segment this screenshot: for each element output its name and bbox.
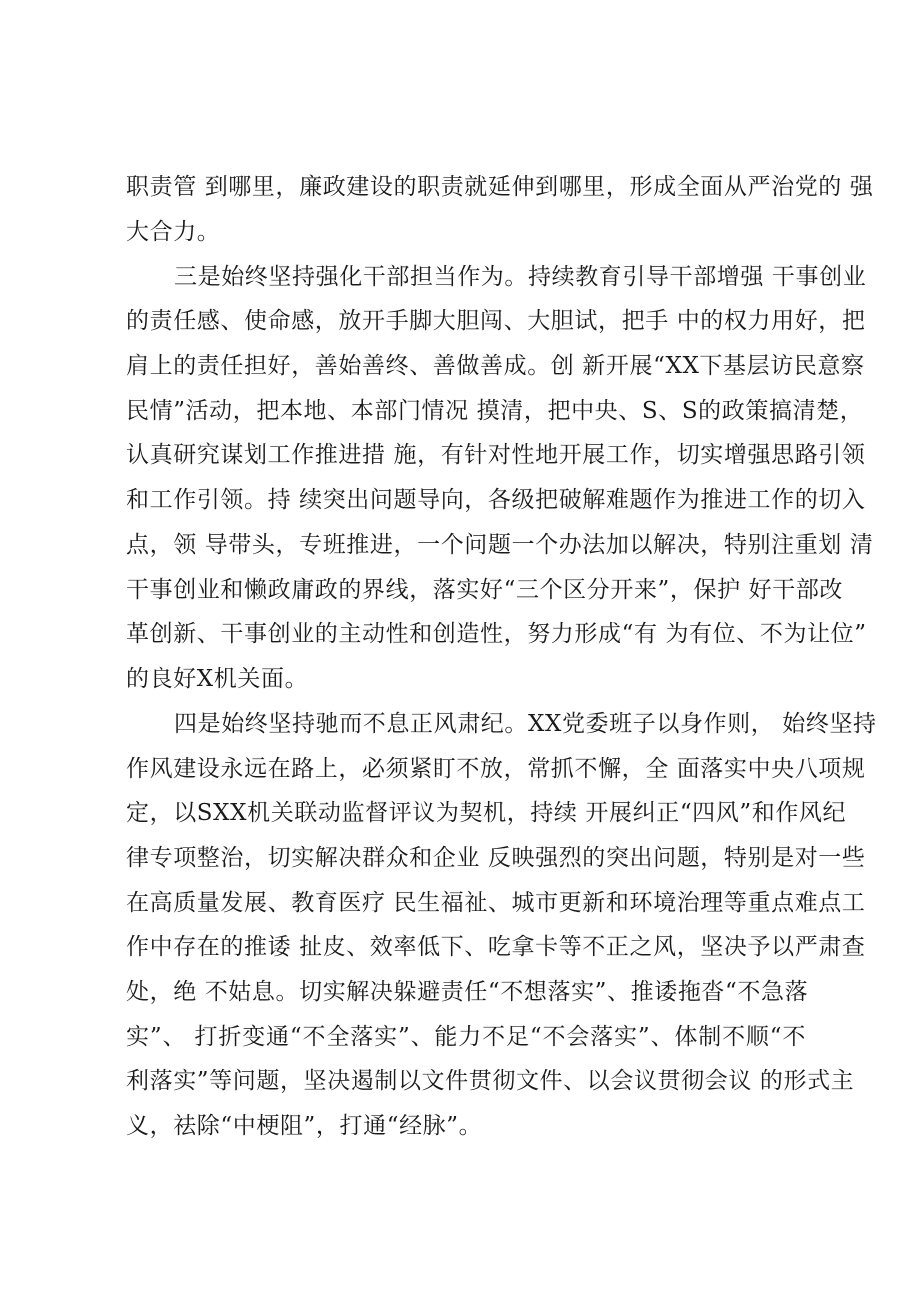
text-line: 处，绝 不姑息。切实解决躲避责任“不想落实”、推诿拖沓“不急落: [126, 979, 809, 1005]
text-line: 作风建设永远在路上，必须紧盯不放，常抓不懈，全 面落实中央八项规: [126, 756, 866, 782]
text-line: 点，领 导带头，专班推进，一个问题一个办法加以解决，特别注重划 清: [126, 532, 874, 558]
text-line: 在高质量发展、教育医疗 民生福祉、城市更新和环境治理等重点难点工: [126, 890, 866, 916]
paragraph-first-line: 四是始终坚持驰而不息正风肃纪。XX党委班子以身作则， 始终坚持: [174, 711, 877, 737]
text-line: 大合力。: [126, 219, 221, 245]
text-line: 作中存在的推诿 扯皮、效率低下、吃拿卡等不正之风，坚决予以严肃查: [126, 934, 866, 960]
text-line: 定，以SXX机关联动监督评议为契机，持续 开展纠正“四风”和作风纪: [126, 800, 847, 826]
paragraph-first-line: 三是始终坚持强化干部担当作为。持续教育引导干部增强 干事创业: [174, 264, 867, 290]
text-line: 革创新、干事创业的主动性和创造性，努力形成“有 为有位、不为让位”: [126, 621, 867, 647]
text-line: 义，祛除“中梗阻”，打通“经脉”。: [126, 1113, 483, 1139]
text-line: 利落实”等问题，坚决遏制以文件贯彻文件、以会议贯彻会议 的形式主: [126, 1068, 855, 1094]
text-line: 民情”活动，把本地、本部门情况 摸清，把中央、S、S的政策搞清楚，: [126, 398, 864, 424]
text-line: 律专项整治，切实解决群众和企业 反映强烈的突出问题，特别是对一些: [126, 845, 866, 871]
text-line: 实”、 打折变通“不全落实”、能力不足“不会落实”、体制不顺“不: [126, 1024, 806, 1050]
text-line: 职责管 到哪里，廉政建设的职责就延伸到哪里，形成全面从严治党的 强: [126, 174, 874, 200]
text-line: 肩上的责任担好，善始善终、善做善成。创 新开展“XX下基层访民意察: [126, 353, 865, 379]
text-line: 的责任感、使命感，放开手脚大胆闯、大胆试，把手 中的权力用好，把: [126, 308, 866, 334]
text-line: 干事创业和懒政庸政的界线，落实好“三个区分开来”，保护 好干部改: [126, 577, 844, 603]
text-line: 认真研究谋划工作推进措 施，有针对性地开展工作，切实增强思路引领: [126, 442, 866, 468]
text-line: 的良好X机关面。: [126, 666, 309, 692]
text-line: 和工作引领。持 续突出问题导向，各级把破解难题作为推进工作的切入: [126, 487, 866, 513]
